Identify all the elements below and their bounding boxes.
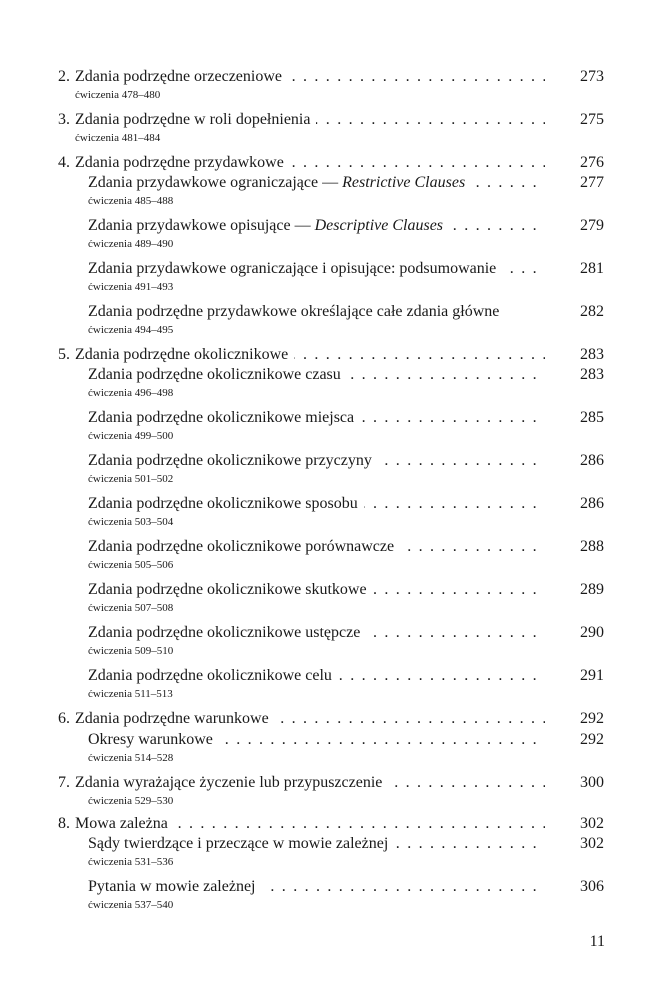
entry-title: Zdania podrzędne okolicznikowe . . . [75, 345, 545, 365]
exercise-range: ćwiczenia 514–528 [88, 752, 174, 764]
entry-page: 277 [580, 174, 604, 191]
exercise-range: ćwiczenia 496–498 [88, 387, 174, 399]
entry-page: 282 [580, 303, 604, 320]
exercise-range: ćwiczenia 509–510 [88, 645, 174, 657]
toc-entry[interactable] [0, 173, 665, 195]
entry-page: 276 [580, 154, 604, 171]
toc-entry[interactable] [0, 67, 665, 89]
toc-entry[interactable] [0, 365, 665, 387]
entry-title: Zdania podrzędne orzeczeniowe . . . [75, 67, 545, 87]
entry-number: 4. [58, 154, 70, 171]
toc-entry[interactable] [0, 153, 665, 175]
entry-page: 306 [580, 878, 604, 895]
exercise-range: ćwiczenia 531–536 [88, 856, 174, 868]
entry-page: 291 [580, 667, 604, 684]
toc-entry[interactable] [0, 877, 665, 899]
entry-page: 283 [580, 366, 604, 383]
entry-number: 8. [58, 815, 70, 832]
toc-entry[interactable] [0, 814, 665, 836]
entry-page: 285 [580, 409, 604, 426]
entry-page: 286 [580, 495, 604, 512]
toc-entry[interactable] [0, 834, 665, 856]
toc-entry[interactable] [0, 623, 665, 645]
entry-page: 286 [580, 452, 604, 469]
exercise-range: ćwiczenia 478–480 [75, 89, 161, 101]
entry-page: 300 [580, 774, 604, 791]
exercise-range: ćwiczenia 499–500 [88, 430, 174, 442]
entry-title: Zdania podrzędne przydawkowe . . . [75, 153, 545, 173]
exercise-range: ćwiczenia 501–502 [88, 473, 174, 485]
toc-entry[interactable] [0, 216, 665, 238]
entry-page: 292 [580, 731, 604, 748]
entry-title: Zdania podrzędne okolicznikowe ustępcze . . . [88, 623, 545, 643]
exercise-range: ćwiczenia 485–488 [88, 195, 174, 207]
entry-title: Zdania podrzędne okolicznikowe porównawcze . . . [88, 537, 545, 557]
entry-title: Zdania przydawkowe ograniczające — Restrictive Clauses . . . [88, 173, 545, 193]
entry-page: 292 [580, 710, 604, 727]
exercise-range: ćwiczenia 537–540 [88, 899, 174, 911]
entry-page: 302 [580, 815, 604, 832]
entry-number: 6. [58, 710, 70, 727]
exercise-range: ćwiczenia 481–484 [75, 132, 161, 144]
exercise-range: ćwiczenia 491–493 [88, 281, 174, 293]
entry-title: Zdania podrzędne okolicznikowe przyczyny . . . [88, 451, 545, 471]
entry-title: Zdania podrzędne warunkowe . . . [75, 709, 545, 729]
entry-title: Zdania podrzędne okolicznikowe celu . . . [88, 666, 545, 686]
entry-title: Zdania wyrażające życzenie lub przypuszczenie . . . [75, 773, 545, 793]
entry-number: 7. [58, 774, 70, 791]
entry-number: 5. [58, 346, 70, 363]
toc-entry[interactable] [0, 773, 665, 795]
entry-title: Pytania w mowie zależnej . . . [88, 877, 545, 897]
entry-page: 275 [580, 111, 604, 128]
toc-entry[interactable] [0, 302, 665, 324]
toc-entry[interactable] [0, 537, 665, 559]
toc-entry[interactable] [0, 259, 665, 281]
exercise-range: ćwiczenia 529–530 [88, 795, 174, 807]
exercise-range: ćwiczenia 494–495 [88, 324, 174, 336]
entry-page: 283 [580, 346, 604, 363]
toc-entry[interactable] [0, 730, 665, 752]
entry-title: Zdania podrzędne okolicznikowe skutkowe . . . [88, 580, 545, 600]
toc-entry[interactable] [0, 494, 665, 516]
entry-page: 290 [580, 624, 604, 641]
entry-page: 273 [580, 68, 604, 85]
toc-entry[interactable] [0, 666, 665, 688]
entry-page: 302 [580, 835, 604, 852]
toc-entry[interactable] [0, 110, 665, 132]
page-number: 11 [589, 933, 605, 950]
entry-page: 289 [580, 581, 604, 598]
entry-number: 3. [58, 111, 70, 128]
entry-title: Zdania podrzędne w roli dopełnienia . . . [75, 110, 545, 130]
entry-page: 279 [580, 217, 604, 234]
entry-title: Zdania podrzędne okolicznikowe miejsca . . . [88, 408, 545, 428]
entry-title: Zdania przydawkowe ograniczające i opisujące: podsumowanie . . . [88, 259, 545, 279]
entry-title: Okresy warunkowe . . . [88, 730, 545, 750]
exercise-range: ćwiczenia 489–490 [88, 238, 174, 250]
entry-title: Zdania podrzędne przydawkowe określające całe zdania główne [88, 302, 558, 322]
entry-title: Zdania przydawkowe opisujące — Descriptive Clauses . . . [88, 216, 545, 236]
exercise-range: ćwiczenia 503–504 [88, 516, 174, 528]
exercise-range: ćwiczenia 505–506 [88, 559, 174, 571]
entry-title: Sądy twierdzące i przeczące w mowie zależnej . . . [88, 834, 545, 854]
toc-entry[interactable] [0, 451, 665, 473]
entry-title: Mowa zależna . . . [75, 814, 545, 834]
entry-title: Zdania podrzędne okolicznikowe czasu . . . [88, 365, 545, 385]
toc-entry[interactable] [0, 709, 665, 731]
entry-page: 281 [580, 260, 604, 277]
exercise-range: ćwiczenia 511–513 [88, 688, 173, 700]
toc-entry[interactable] [0, 345, 665, 367]
entry-title: Zdania podrzędne okolicznikowe sposobu . . . [88, 494, 545, 514]
entry-number: 2. [58, 68, 70, 85]
toc-entry[interactable] [0, 408, 665, 430]
entry-page: 288 [580, 538, 604, 555]
exercise-range: ćwiczenia 507–508 [88, 602, 174, 614]
toc-entry[interactable] [0, 580, 665, 602]
